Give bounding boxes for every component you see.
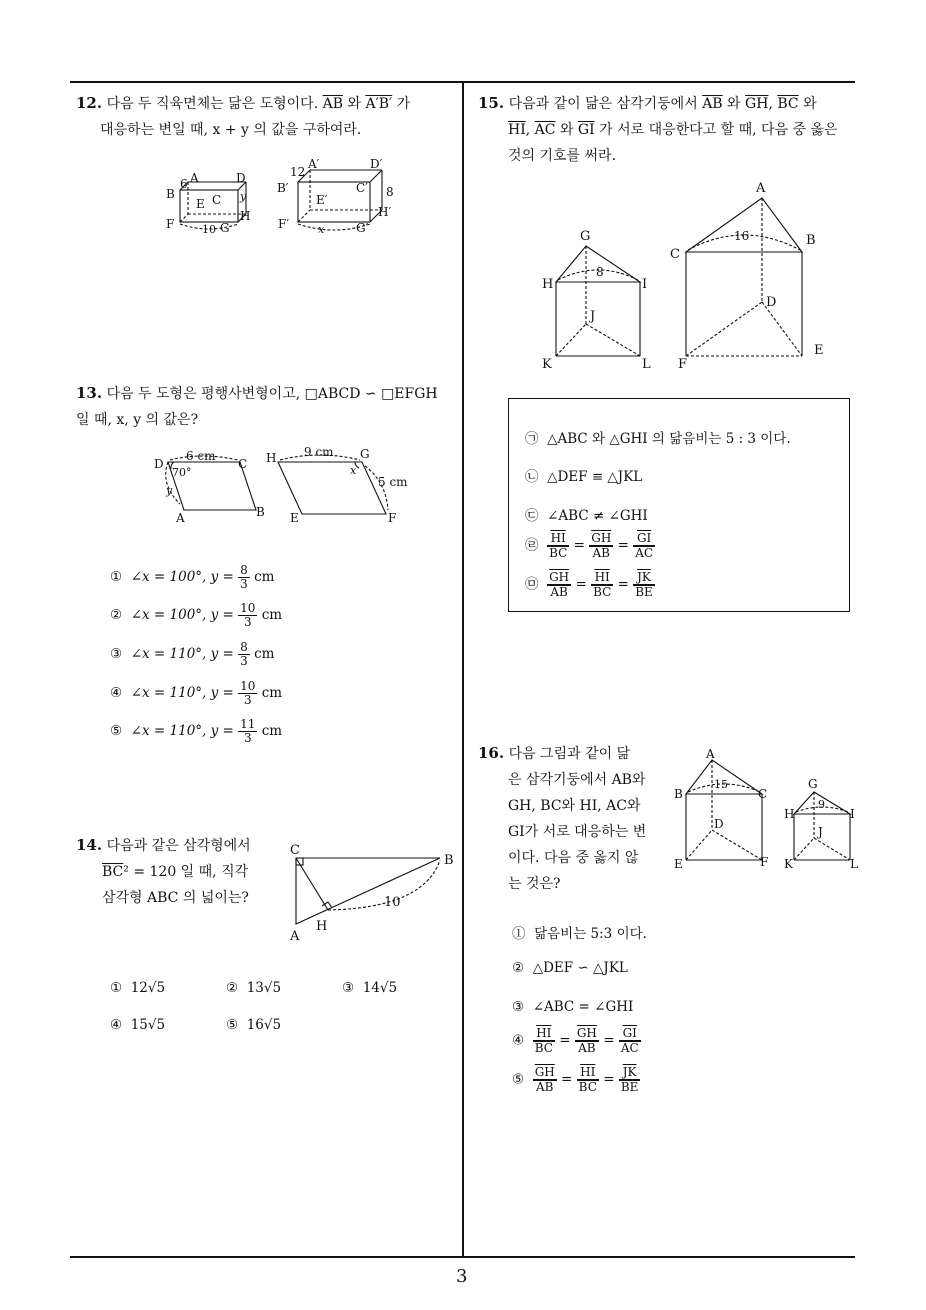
q15-seg-gi: $\overline{GI}$ <box>577 122 595 138</box>
q16-line4: GI가 서로 대응하는 변 <box>508 824 647 840</box>
q16-H: H <box>784 807 795 821</box>
q13-option-1-mark: ① <box>110 569 123 585</box>
q15-c2: , <box>525 122 531 138</box>
q14-option-2-mark: ② <box>226 980 239 996</box>
q16-number: 16. <box>478 744 505 762</box>
q15-s4-eq1: = <box>573 537 585 554</box>
q12-len-y: y <box>240 190 247 203</box>
q16-o5-c: $\overline{HI}$ <box>577 1066 599 1080</box>
q13-G: G <box>360 447 370 461</box>
q15-statement-5[interactable] <box>525 571 655 599</box>
q13-option-2[interactable] <box>110 602 282 629</box>
q16-G: G <box>808 777 818 791</box>
q12-H2: H′ <box>378 205 392 219</box>
q16-line2: 은 삼각기둥에서 AB와 <box>508 772 646 788</box>
q14-option-4-val: 15√5 <box>130 1017 166 1033</box>
q12-len-6: 6 <box>180 177 188 191</box>
q15-s4-d: AB <box>589 546 613 560</box>
q14-B: B <box>444 853 454 868</box>
q13-option-4-mark: ④ <box>110 685 123 701</box>
q13-option-1-unit: cm <box>254 569 275 585</box>
q16-o5-b: AB <box>533 1080 557 1094</box>
q15-line3: 것의 기호를 써라. <box>508 148 617 164</box>
question-16 <box>478 740 668 897</box>
q14-option-1-mark: ① <box>110 980 123 996</box>
q15-statement-2[interactable] <box>525 465 642 485</box>
q16-line6: 는 것은? <box>508 876 561 892</box>
q14-option-3-val: 14√5 <box>362 980 398 996</box>
q14-option-3-mark: ③ <box>342 980 355 996</box>
q15-s3-mark: ㉢ <box>525 508 539 524</box>
q13-angle-70: 70° <box>172 466 192 479</box>
q13-option-4-text: ∠x = 110°, y = <box>130 685 234 701</box>
q13-len-6cm: 6 cm <box>186 449 216 463</box>
q13-C: C <box>238 457 248 471</box>
q15-F: F <box>678 357 688 372</box>
q16-E: E <box>674 857 683 871</box>
q12-E: E <box>196 197 205 211</box>
q13-parallelogram-figure <box>150 444 420 526</box>
q13-D: D <box>154 457 164 471</box>
q15-seg-ac: $\overline{AC}$ <box>534 122 556 138</box>
q15-I: I <box>642 277 648 292</box>
q15-s2-text: △DEF ≡ △JKL <box>547 469 643 485</box>
q15-s4-a: $\overline{HI}$ <box>547 532 569 546</box>
q13-option-1-text: ∠x = 100°, y = <box>130 569 234 585</box>
q14-len-10: 10 <box>384 895 401 910</box>
q15-statement-1[interactable] <box>525 427 791 447</box>
q15-seg-hi: $\overline{HI}$ <box>508 122 526 138</box>
q12-B: B <box>166 187 175 201</box>
q16-o4-e: $\overline{GI}$ <box>619 1027 641 1041</box>
q16-o5-d: BC <box>578 1080 597 1094</box>
q16-option-2-mark: ② <box>512 960 525 976</box>
q14-line2: ² = 120 일 때, 직각 <box>123 864 249 880</box>
q15-s4-eq2: = <box>617 537 629 554</box>
q16-A: A <box>706 747 715 761</box>
q14-H: H <box>316 919 328 934</box>
q13-option-3-unit: cm <box>254 646 275 662</box>
q13-B: B <box>256 505 265 519</box>
q13-option-3[interactable] <box>110 641 274 668</box>
q13-option-4-unit: cm <box>261 685 283 701</box>
q13-option-2-unit: cm <box>261 607 283 623</box>
q16-o5-e: $\overline{JK}$ <box>619 1066 641 1080</box>
q12-cuboid-figure <box>160 152 410 238</box>
q15-s4-f: AC <box>635 546 654 560</box>
q16-option-3-text: ∠ABC = ∠GHI <box>532 999 634 1015</box>
q14-option-1-val: 12√5 <box>130 980 166 996</box>
q13-option-2-den: 3 <box>243 615 252 629</box>
q14-line1: 다음과 같은 삼각형에서 <box>106 838 251 854</box>
q13-option-3-den: 3 <box>240 654 248 668</box>
q13-option-4[interactable] <box>110 680 282 707</box>
q13-option-5-unit: cm <box>261 723 283 739</box>
q15-A: A <box>756 181 766 196</box>
q12-seg2: A′B′ <box>365 96 393 112</box>
q13-option-3-text: ∠x = 110°, y = <box>130 646 234 662</box>
q16-F: F <box>760 855 769 869</box>
q13-E: E <box>290 511 299 525</box>
q15-s5-f: BE <box>635 585 653 599</box>
q13-x: x <box>350 464 357 477</box>
q15-w1: 와 <box>727 96 741 112</box>
q13-H: H <box>266 451 277 465</box>
q16-option-5-mark: ⑤ <box>512 1071 525 1088</box>
q16-J: J <box>818 825 823 839</box>
q13-F: F <box>388 511 397 525</box>
q13-option-5[interactable] <box>110 718 282 745</box>
q15-s5-a: $\overline{GH}$ <box>549 570 570 584</box>
q14-triangle-figure <box>284 838 464 948</box>
center-divider <box>462 81 464 1257</box>
q15-seg-gh: $\overline{GH}$ <box>745 96 769 112</box>
q13-option-4-num: 10 <box>240 679 256 693</box>
q13-y: y <box>166 484 173 497</box>
q15-seg-bc: $\overline{BC}$ <box>777 96 799 112</box>
q13-option-1[interactable] <box>110 564 274 591</box>
q15-E: E <box>814 343 824 358</box>
q13-option-5-den: 3 <box>243 731 252 745</box>
q15-s4-e: $\overline{GI}$ <box>633 532 655 546</box>
q12-line2: 대응하는 변일 때, x + y 의 값을 구하여라. <box>100 122 362 138</box>
q15-s5-e: $\overline{JK}$ <box>633 571 655 585</box>
q12-D: D <box>236 171 246 185</box>
q13-option-3-mark: ③ <box>110 646 123 662</box>
q15-len-16: 16 <box>734 229 750 243</box>
q16-option-1-text: 닮음비는 5:3 이다. <box>534 926 647 942</box>
q13-number: 13. <box>76 384 103 402</box>
q15-number: 15. <box>478 94 505 112</box>
page-number: 3 <box>456 1266 468 1287</box>
q12-len-8: 8 <box>386 185 394 199</box>
q15-statements-box <box>508 398 850 612</box>
q12-H: H <box>240 209 251 223</box>
q13-option-5-num: 11 <box>240 717 256 731</box>
q14-option-1[interactable] <box>110 980 165 996</box>
q13-option-1-den: 3 <box>240 577 248 591</box>
q12-B2: B′ <box>277 181 289 195</box>
q15-s3-text: ∠ABC ≠ ∠GHI <box>547 508 648 524</box>
q15-s5-d: BC <box>593 585 612 599</box>
q15-s4-b: BC <box>549 546 568 560</box>
q15-s5-c: $\overline{HI}$ <box>591 571 613 585</box>
q16-o5-a: $\overline{GH}$ <box>534 1065 555 1079</box>
q16-option-4-mark: ④ <box>512 1032 525 1049</box>
q12-G2: G′ <box>356 221 369 235</box>
bottom-rule <box>70 1256 855 1258</box>
q15-w2: 와 <box>803 96 817 112</box>
q12-A: A <box>190 171 199 185</box>
q15-s5-eq2: = <box>617 576 629 593</box>
q12-G: G <box>220 221 230 235</box>
q16-line3: GH, BC와 HI, AC와 <box>508 798 641 814</box>
q12-len-12: 12 <box>290 165 306 179</box>
q12-F2: F′ <box>278 217 290 231</box>
q13-line1: 다음 두 도형은 평행사변형이고, □ABCD ∽ □EFGH <box>106 386 438 402</box>
q16-C: C <box>758 787 768 801</box>
question-13 <box>76 380 461 433</box>
q12-number: 12. <box>76 94 103 112</box>
q14-C: C <box>290 843 300 858</box>
q14-line3: 삼각형 ABC 의 넓이는? <box>102 890 249 906</box>
q13-option-5-mark: ⑤ <box>110 723 123 739</box>
q12-len-10: 10 <box>202 223 216 236</box>
q14-option-2-val: 13√5 <box>246 980 282 996</box>
q15-seg-ab: $\overline{AB}$ <box>702 96 723 112</box>
q13-len-9cm: 9 cm <box>304 445 334 459</box>
q15-statement-4[interactable] <box>525 532 655 560</box>
q14-option-5-val: 16√5 <box>246 1017 282 1033</box>
q16-len-9: 9 <box>818 798 825 811</box>
q16-L: L <box>850 857 858 871</box>
q16-o4-f: AC <box>620 1041 639 1055</box>
q16-line1: 다음 그림과 같이 닮 <box>508 746 631 762</box>
q16-K: K <box>784 857 793 871</box>
question-14 <box>76 832 276 911</box>
q15-L: L <box>642 357 651 372</box>
q13-option-4-den: 3 <box>243 693 252 707</box>
q16-option-5[interactable]: ⑤ $\frac{\overline{GH}}{AB}$ = $\frac{\overline{HI}}{BC}$ = $\frac{\overline{JK}}{BE}$ <box>512 1065 639 1094</box>
q14-option-2[interactable] <box>226 980 281 996</box>
q13-len-5cm: 5 cm <box>378 475 408 489</box>
q12-len-x: x <box>318 223 325 236</box>
q15-line1: 다음과 같이 닮은 삼각기둥에서 <box>508 96 698 112</box>
q15-line2: 가 서로 대응한다고 할 때, 다음 중 옳은 <box>599 122 838 138</box>
q15-s5-eq1: = <box>575 576 587 593</box>
q15-s1-text: △ABC 와 △GHI 의 닮음비는 5 : 3 이다. <box>547 431 791 447</box>
q12-E2: E′ <box>316 193 328 207</box>
q12-C2: C′ <box>356 181 368 195</box>
q15-s5-b: AB <box>547 585 571 599</box>
question-15 <box>478 90 858 169</box>
q15-len-8: 8 <box>596 265 604 279</box>
q15-C: C <box>670 247 680 262</box>
q16-o5-f: BE <box>620 1080 639 1094</box>
q15-s4-mark: ㉣ <box>525 537 539 554</box>
q14-option-3[interactable] <box>342 980 397 996</box>
q13-option-3-num: 8 <box>240 640 248 654</box>
q15-s2-mark: ㉡ <box>525 469 539 485</box>
q16-D: D <box>714 817 724 831</box>
q15-s5-mark: ㉤ <box>525 576 539 593</box>
q12-F: F <box>166 217 175 231</box>
q15-w3: 와 <box>559 122 574 138</box>
q12-D2: D′ <box>370 157 383 171</box>
q12-A2: A′ <box>308 157 320 171</box>
q15-statement-3[interactable] <box>525 504 648 524</box>
q12-and: 와 <box>347 96 361 112</box>
q15-prism-figure <box>530 178 840 374</box>
q13-option-2-num: 10 <box>240 601 256 615</box>
q13-option-2-mark: ② <box>110 607 123 623</box>
q15-H: H <box>542 277 554 292</box>
q15-D: D <box>766 295 777 310</box>
q16-o4-d: AB <box>575 1041 599 1055</box>
q15-s1-mark: ㉠ <box>525 431 539 447</box>
q12-line1-end: 가 <box>396 96 411 112</box>
q15-G: G <box>580 229 591 244</box>
q13-A: A <box>176 511 185 525</box>
q16-prism-figure <box>672 746 862 874</box>
q13-line2: 일 때, x, y 의 값은? <box>76 412 199 428</box>
q14-option-5[interactable] <box>226 1017 281 1033</box>
q13-option-1-num: 8 <box>240 563 248 577</box>
q16-o4-c: $\overline{GH}$ <box>576 1026 597 1040</box>
q16-option-1[interactable] <box>512 922 647 942</box>
q16-I: I <box>850 807 855 821</box>
q14-A: A <box>290 929 300 944</box>
q15-B: B <box>806 233 816 248</box>
q16-len-15: 15 <box>714 778 728 791</box>
question-12 <box>76 90 456 143</box>
q16-option-1-mark: ① <box>512 926 526 942</box>
q16-option-3-mark: ③ <box>512 999 525 1015</box>
q14-option-4-mark: ④ <box>110 1017 123 1033</box>
q14-number: 14. <box>76 836 103 854</box>
q15-J: J <box>590 309 596 324</box>
q12-C: C <box>212 193 222 207</box>
q12-seg1: $\overline{AB}$ <box>322 96 344 112</box>
q16-option-4[interactable]: ④ $\frac{\overline{HI}}{BC}$ = $\frac{\overline{GH}}{AB}$ = $\frac{\overline{GI}}{AC}$ <box>512 1026 639 1055</box>
q16-option-2-text: △DEF ∽ △JKL <box>532 960 628 976</box>
q16-o4-a: $\overline{HI}$ <box>533 1027 555 1041</box>
q16-option-3[interactable] <box>512 999 633 1015</box>
q16-B: B <box>674 787 683 801</box>
q14-option-5-mark: ⑤ <box>226 1017 239 1033</box>
q15-s4-c: $\overline{GH}$ <box>591 531 612 545</box>
q12-line1: 다음 두 직육면체는 닮은 도형이다. <box>106 96 319 112</box>
q13-option-5-text: ∠x = 110°, y = <box>130 723 234 739</box>
q16-option-2[interactable] <box>512 960 628 976</box>
q15-K: K <box>542 357 552 372</box>
q15-c1: , <box>768 96 773 112</box>
q13-option-2-text: ∠x = 100°, y = <box>130 607 234 623</box>
q16-o4-b: BC <box>534 1041 553 1055</box>
q14-option-4[interactable] <box>110 1017 165 1033</box>
q14-seg-bc: $\overline{BC}$ <box>102 864 124 880</box>
q16-line5: 이다. 다음 중 옳지 않 <box>508 850 639 866</box>
